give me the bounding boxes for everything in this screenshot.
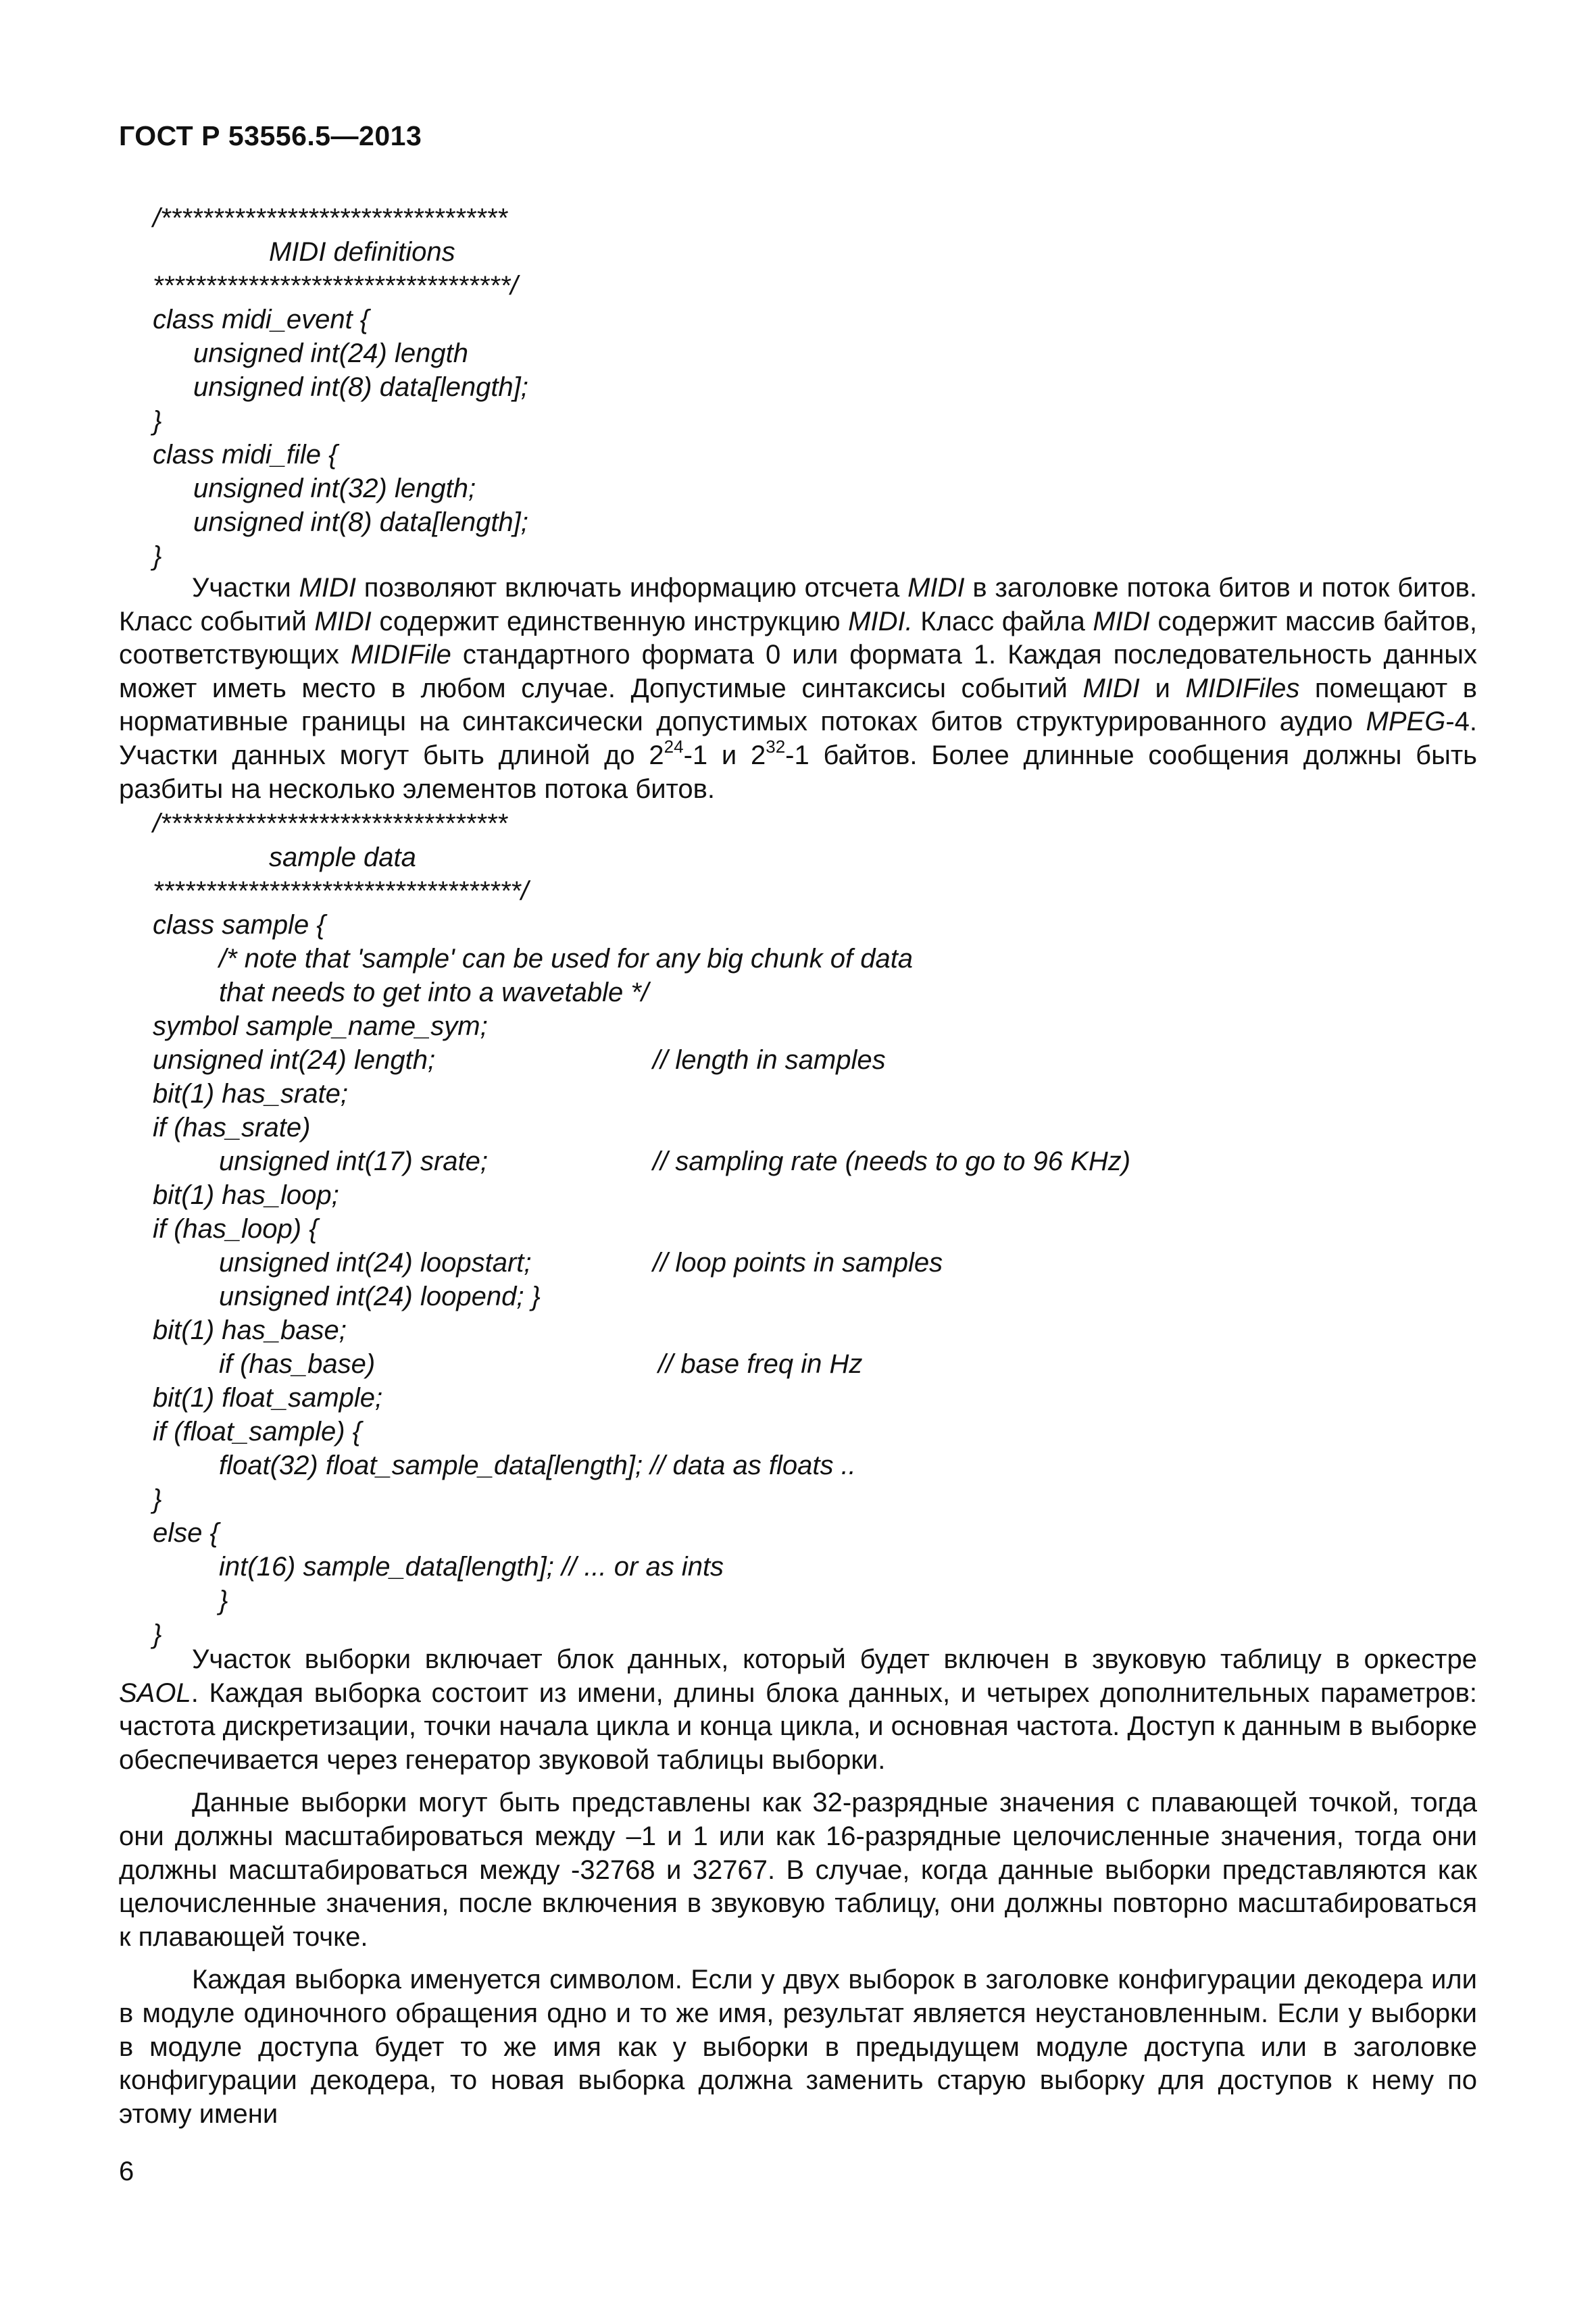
code-text: bit(1) has_base; [153,1315,347,1345]
prose-section-midi [119,572,1477,806]
code-line [119,1516,1477,1550]
code-text: unsigned int(8) data[length]; [193,507,528,537]
code-line [119,807,1477,840]
paragraph-midi-description: Участки MIDI позволяют включать информацию отсчета MIDI в заголовке потока битов и поток битов. Класс событий MIDI содержит единственную инструкцию MIDI. Класс файла MIDI содержит массив байтов, соответствующих MIDIFile стандартного формата 0 или формата 1. Каждая последовательность данных может иметь место в любом случае. Допустимые синтаксисы событий MIDI и MIDIFiles помещают в нормативные границы на синтаксически допустимых потоках битов структурированного аудио MPEG-4. Участки данных могут быть длиной до $2^{24}-1$ и $2^{32}-1$ байтов. Более длинные сообщения должны быть разбиты на несколько элементов потока битов. [119,573,1478,804]
code-text: unsigned int(32) length; [193,474,476,503]
code-text: class midi_file { [153,440,338,470]
code-line [119,874,1477,908]
document-header: ГОСТ Р 53556.5—2013 [119,120,422,151]
code-line [119,1009,1477,1043]
code-line [119,404,1477,438]
code-text: bit(1) has_srate; [153,1079,349,1109]
code-text: /********************************* [153,809,507,838]
code-line [119,370,1477,404]
code-line [119,336,1477,370]
code-text: if (has_srate) [153,1113,311,1142]
code-line [119,976,1477,1009]
code-line [119,1482,1477,1516]
code-line [119,1584,1477,1617]
page-number: 6 [119,2157,134,2186]
code-text: } [153,1619,162,1649]
prose-section-sample [119,1643,1477,2131]
code-line [119,1550,1477,1584]
code-text: ***********************************/ [153,876,528,906]
code-line [119,539,1477,573]
code-text: sample data [269,842,416,872]
code-text: unsigned int(24) length [193,338,468,368]
code-line [119,1145,1477,1178]
code-text: if (float_sample) { [153,1417,362,1447]
code-line [119,505,1477,539]
paragraph-sample-naming: Каждая выборка именуется символом. Если у двух выборок в заголовке конфигурации декодера или в модуле одиночного обращения одно и то же имя, результат является неустановленным. Если у выборки в модуле доступа будет то же имя как у выборки в предыдущем модуле доступа или в заголовке конфигурации декодера, то новая выборка должна заменить старую выборку для доступов к нему по этому имени [119,1965,1477,2129]
code-text: if (has_loop) { [153,1214,318,1244]
code-comment: // base freq in Hz [658,1349,863,1379]
code-text: unsigned int(8) data[length]; [193,372,528,402]
code-text: unsigned int(24) loopstart; [219,1248,532,1278]
code-line [119,908,1477,942]
code-line [119,1246,1477,1280]
code-line [119,201,1477,235]
code-text: /* note that 'sample' can be used for any big chunk of data [219,944,914,974]
paragraph-sample-description: Участок выборки включает блок данных, который будет включен в звуковую таблицу в оркестре SAOL. Каждая выборка состоит из имени, длины блока данных, и четырех дополнительных параметров: частота дискретизации, точки начала цикла и конца цикла, и основная частота. Доступ к данным в выборке обеспечивается через генератор звуковой таблицы выборки. [119,1644,1477,1775]
code-line [119,1280,1477,1313]
code-comment: // loop points in samples [653,1248,943,1278]
code-text: else { [153,1518,219,1548]
code-text: unsigned int(24) length; [153,1045,436,1075]
code-comment: // sampling rate (needs to go to 96 KHz) [653,1147,1131,1176]
code-text: unsigned int(24) loopend; } [219,1282,541,1311]
code-line [119,235,1477,269]
code-text: int(16) sample_data[length]; // ... or as ints [219,1552,724,1582]
code-line [119,303,1477,336]
code-line [119,1043,1477,1077]
code-line [119,1313,1477,1347]
code-block-sample-data [119,807,1477,1651]
code-text: MIDI definitions [269,237,455,267]
code-text: that needs to get into a wavetable */ [219,978,649,1007]
code-text: unsigned int(17) srate; [219,1147,489,1176]
code-comment: // length in samples [653,1045,886,1075]
code-text: bit(1) has_loop; [153,1180,339,1210]
code-text: bit(1) float_sample; [153,1383,383,1413]
code-block-midi-definitions [119,201,1477,573]
code-text: /********************************* [153,203,507,233]
code-line [119,1449,1477,1482]
code-line [119,840,1477,874]
code-line [119,1178,1477,1212]
code-text: symbol sample_name_sym; [153,1011,488,1041]
code-text: } [153,1484,162,1514]
code-line [119,1381,1477,1415]
code-line [119,1111,1477,1145]
code-line [119,942,1477,976]
code-line [119,472,1477,505]
paragraph-sample-scaling: Данные выборки могут быть представлены как 32-разрядные значения с плавающей точкой, тогда они должны масштабироваться между –1 и 1 или как 16-разрядные целочисленные значения, тогда они должны масштабироваться между -32768 и 32767. В случае, когда данные выборки представляются как целочисленные значения, после включения в звуковую таблицу, они должны повторно масштабироваться к плавающей точке. [119,1788,1477,1952]
code-line [119,1415,1477,1449]
code-text: **********************************/ [153,271,518,301]
code-line [119,1077,1477,1111]
code-text: float(32) float_sample_data[length]; // data as floats .. [219,1451,856,1480]
code-line [119,1347,1477,1381]
code-text: } [153,406,162,436]
code-text: class sample { [153,910,326,940]
code-text: } [219,1586,228,1615]
code-text: if (has_base) [219,1349,376,1379]
code-line [119,1212,1477,1246]
code-line [119,438,1477,472]
code-text: } [153,541,162,571]
code-text: class midi_event { [153,305,370,334]
code-line [119,269,1477,303]
